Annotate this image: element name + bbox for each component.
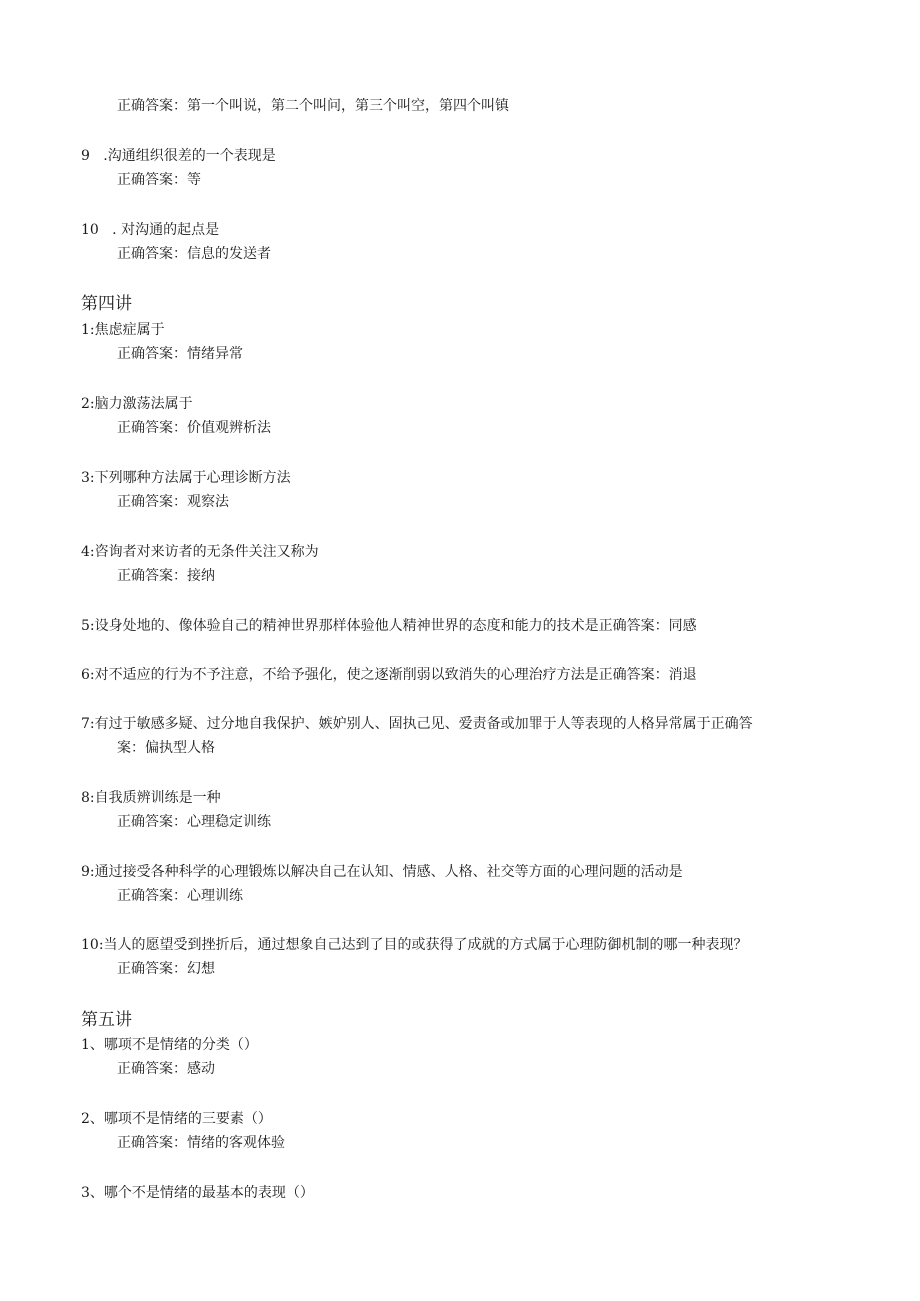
s4-question-4: 4:咨询者对来访者的无条件关注又称为 (81, 544, 319, 560)
answer-9: 正确答案：等 (117, 172, 201, 188)
s4-question-5: 5:设身处地的、像体验自己的精神世界那样体验他人精神世界的态度和能力的技术是正确答案：同感 (81, 618, 697, 634)
s4-answer-1: 正确答案：情绪异常 (117, 346, 243, 362)
s4-question-2: 2:脑力激荡法属于 (81, 396, 193, 412)
s4-question-1: 1:焦虑症属于 (81, 322, 165, 338)
s4-question-10: 10:当人的愿望受到挫折后，通过想象自己达到了目的或获得了成就的方式属于心理防御机制的哪一种表现？ (81, 937, 748, 953)
s4-answer-3: 正确答案：观察法 (117, 494, 229, 510)
s5-question-3: 3、哪个不是情绪的最基本的表现（） (81, 1185, 314, 1201)
question-9: 9 .沟通组织很差的一个表现是 (81, 148, 276, 164)
s4-question-3: 3:下列哪种方法属于心理诊断方法 (81, 470, 291, 486)
s4-question-7-continued: 案：偏执型人格 (117, 740, 215, 756)
section-5-title: 第五讲 (81, 1010, 132, 1030)
question-10: 10 . 对沟通的起点是 (81, 222, 220, 238)
s4-question-7: 7:有过于敏感多疑、过分地自我保护、嫉妒别人、固执己见、爱责备或加罪于人等表现的人格异常属于正确答 (81, 716, 753, 732)
section-4-title: 第四讲 (81, 294, 132, 314)
s5-question-2: 2、哪项不是情绪的三要素（） (81, 1111, 272, 1127)
s5-question-1: 1、哪项不是情绪的分类（） (81, 1037, 258, 1053)
s4-answer-2: 正确答案：价值观辨析法 (117, 420, 271, 436)
s5-answer-2: 正确答案：情绪的客观体验 (117, 1135, 285, 1151)
s4-answer-4: 正确答案：接纳 (117, 568, 215, 584)
s4-answer-9: 正确答案：心理训练 (117, 888, 243, 904)
s4-question-8: 8:自我质辨训练是一种 (81, 790, 221, 806)
s4-question-9: 9:通过接受各种科学的心理锻炼以解决自己在认知、情感、人格、社交等方面的心理问题的活动是 (81, 864, 683, 880)
s4-question-6: 6:对不适应的行为不予注意，不给予强化，使之逐渐削弱以致消失的心理治疗方法是正确答案：消退 (81, 667, 697, 683)
s4-answer-8: 正确答案：心理稳定训练 (117, 814, 271, 830)
answer-10: 正确答案：信息的发送者 (117, 246, 271, 262)
s4-answer-10: 正确答案：幻想 (117, 961, 215, 977)
s5-answer-1: 正确答案：感动 (117, 1061, 215, 1077)
answer-8: 正确答案：第一个叫说，第二个叫问，第三个叫空，第四个叫镇 (117, 98, 509, 114)
